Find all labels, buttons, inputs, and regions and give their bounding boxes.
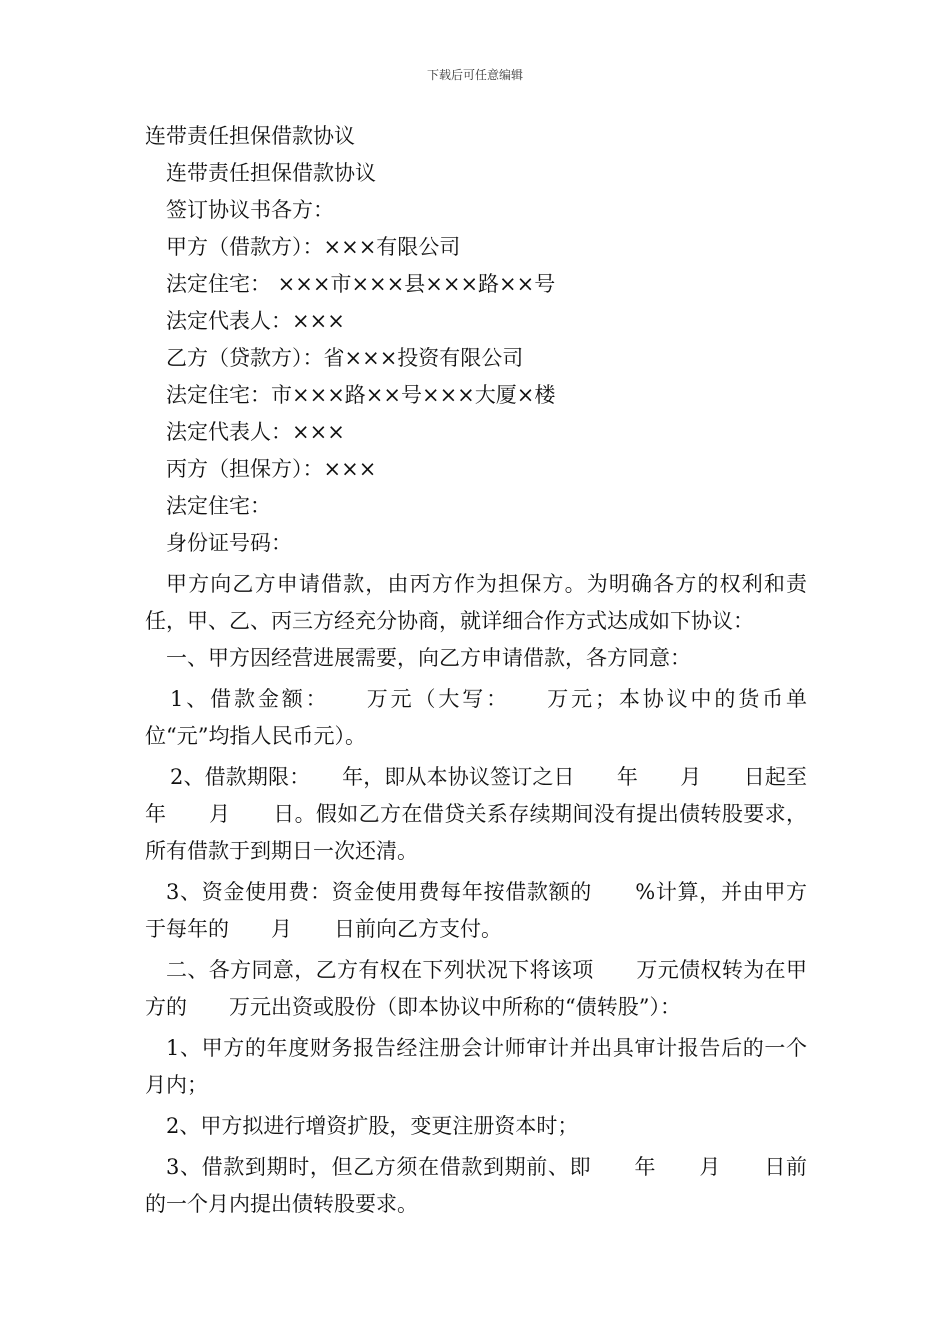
section-2-item-1: 1、甲方的年度财务报告经注册会计师审计并出具审计报告后的一个月内； — [145, 1036, 807, 1097]
party-c: 丙方（担保方）：××× — [166, 457, 377, 481]
party-c-id-number: 身份证号码： — [166, 531, 292, 555]
preamble-paragraph: 甲方向乙方申请借款，由丙方作为担保方。为明确各方的权利和责任，甲、乙、丙三方经充分协商，就详细合作方式达成如下协议： — [145, 572, 807, 633]
document-title: 连带责任担保借款协议 — [145, 124, 355, 148]
section-2-heading: 二、各方同意，乙方有权在下列状况下将该项 万元债权转为在甲方的 万元出资或股份（即本协议中所称的“债转股”）： — [145, 958, 807, 1019]
section-2-item-2: 2、甲方拟进行增资扩股，变更注册资本时； — [166, 1114, 579, 1138]
party-b-address: 法定住宅：市×××路××号×××大厦×楼 — [166, 383, 556, 407]
party-c-address: 法定住宅： — [166, 494, 271, 518]
party-a-address: 法定住宅： ×××市×××县×××路××号 — [166, 272, 556, 296]
section-1-item-1: 1、借款金额： 万元（大写： 万元；本协议中的货币单位“元”均指人民币元）。 — [145, 687, 807, 748]
party-b: 乙方（贷款方）：省×××投资有限公司 — [166, 346, 524, 370]
document-body — [145, 118, 807, 1223]
document-subtitle: 连带责任担保借款协议 — [166, 161, 376, 185]
party-a-representative: 法定代表人：××× — [166, 309, 345, 333]
party-a: 甲方（借款方）：×××有限公司 — [166, 235, 461, 259]
section-2-item-3: 3、借款到期时，但乙方须在借款到期前、即 年 月 日前的一个月内提出债转股要求。 — [145, 1155, 807, 1216]
section-1-item-2: 2、借款期限： 年，即从本协议签订之日 年 月 日起至年 月 日。假如乙方在借贷关系存续期间没有提出债转股要求，所有借款于到期日一次还清。 — [145, 765, 807, 863]
section-1-heading: 一、甲方因经营进展需要，向乙方申请借款，各方同意： — [166, 646, 691, 670]
parties-intro: 签订协议书各方： — [166, 198, 334, 222]
section-1-item-3: 3、资金使用费：资金使用费每年按借款额的 %计算，并由甲方于每年的 月 日前向乙方支付。 — [145, 880, 807, 941]
page-header-note: 下载后可任意编辑 — [426, 68, 523, 82]
party-b-representative: 法定代表人：××× — [166, 420, 345, 444]
